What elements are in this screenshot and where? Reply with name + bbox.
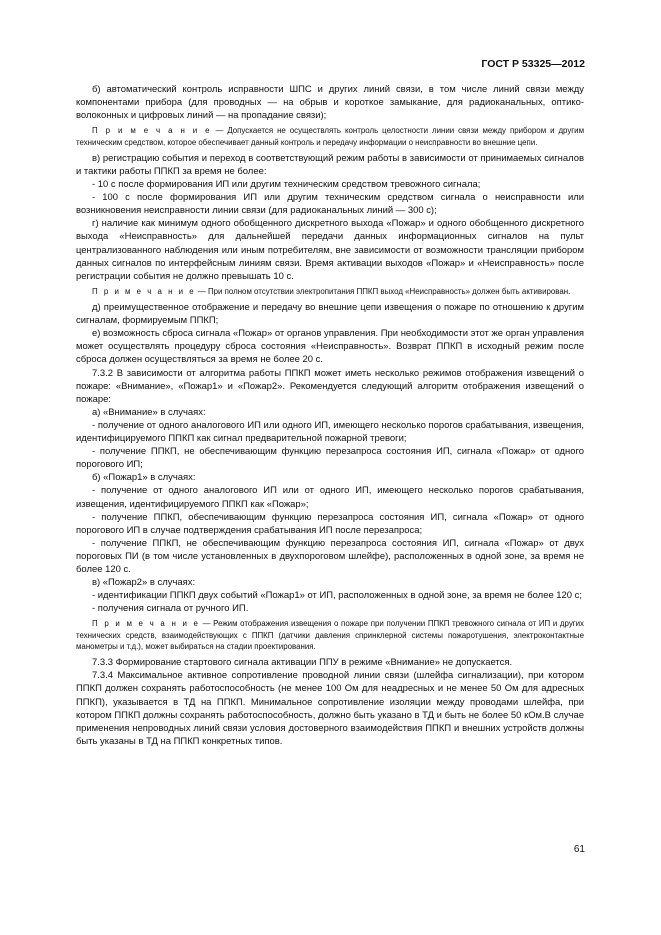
note-1	[76, 125, 584, 148]
paragraph-b-control: б) автоматический контроль исправности ШПС и других линий связи, в том числе линий связи между компонентами прибора (для проводных — на обрыв и короткое замыкание, для радиоканальных, оптико-волоконных и цифровых линий — на пропадание связи);	[76, 84, 584, 122]
page-body	[76, 83, 584, 748]
page-number: 61	[573, 844, 585, 855]
list-item: - получение от одного аналогового ИП или одного ИП, имеющего несколько порогов срабатывания, извещения, идентифицируемого ППКП как сигнал предварительной пожарной тревоги;	[76, 419, 584, 445]
section-7-3-2: 7.3.2 В зависимости от алгоритма работы ППКП может иметь несколько режимов отображения извещений о пожаре: «Внимание», «Пожар1» и «Пожар2». Рекомендуется следующий алгоритм отображения извещений о пожаре:	[76, 367, 584, 405]
section-7-3-3: 7.3.3 Формирование стартового сигнала активации ППУ в режиме «Внимание» не допускается.	[92, 657, 513, 669]
note-text: — Режим отображения извещения о пожаре при получении ППКП тревожного сигнала от ИП и других технических средств, взаимодействующих с ППКП (датчики давления спринклерной системы пожаротушения, электроконтактные манометры и т.д.), может выбираться на стадии проектирования.	[76, 619, 584, 651]
list-heading-fire1: б) «Пожар1» в случаях:	[92, 472, 196, 484]
note-text: — При полном отсутствии электропитания ППКП выход «Неисправность» должен быть активирован.	[195, 286, 571, 296]
list-item: - получения сигнала от ручного ИП.	[92, 603, 249, 615]
note-label: П р и м е ч а н и е	[92, 126, 212, 136]
paragraph-e-reset: е) возможность сброса сигнала «Пожар» от органов управления. При необходимости этот же орган управления может осуществлять процедуру сброса состояния «Неисправность». Возврат ППКП в исходный режим после сброса должен осуществляться за время не более 20 с.	[76, 328, 584, 366]
note-label: П р и м е ч а н и е	[92, 619, 200, 629]
note-text: — Допускается не осуществлять контроль целостности линии связи между прибором и другим техническим средством, которое обеспечивает данный контроль и передачу информации о неисправности во внешние цепи.	[76, 126, 584, 147]
list-item: - 100 с после формирования ИП или другим техническим средством сигнала о неисправности или возникновения неисправности линии связи (для радиоканальных линий — 300 с);	[76, 192, 584, 217]
list-item: - 10 с после формирования ИП или другим техническим средством тревожного сигнала;	[92, 179, 481, 191]
section-7-3-4: 7.3.4 Максимальное активное сопротивление проводной линии связи (шлейфа сигнализации), при котором ППКП должен сохранять работоспособность (не менее 100 Ом для неадресных и не менее 50 Ом для адресных ППКП), указывается в ТД на ППКП. Минимальное сопротивление изоляции между проводами шлейфа, при котором ППКП должны сохранять работоспособность, должно быть указано в ТД и быть не более 50 кОм.В случае применения непроводных линий связи условия достоверного взаимодействия ППКП и внешних устройств должны быть указаны в ТД на ППКП конкретных типов.	[76, 670, 584, 747]
paragraph-v-registration: в) регистрацию события и переход в соответствующий режим работы в зависимости от принимаемых сигналов и тактики работы ППКП за время не более:	[76, 152, 584, 177]
list-heading-fire2: в) «Пожар2» в случаях:	[92, 577, 196, 589]
standard-header: ГОСТ Р 53325—2012	[481, 58, 585, 70]
list-item: - получение ППКП, не обеспечивающим функцию перезапроса состояния ИП, сигнала «Пожар» от двух пороговых ПИ (в том числе установленных в двухпороговом шлейфе), расположенных в одной зоне, за время не более 120 с.	[76, 537, 584, 575]
list-item: - получение от одного аналогового ИП или от одного ИП, имеющего несколько порогов срабатывания, извещения, идентифицируемого ППКП как «Пожар»;	[76, 485, 584, 510]
list-item: - получение ППКП, обеспечивающим функцию перезапроса состояния ИП, сигнала «Пожар» от одного порогового ИП в случае подтверждения срабатывания ИП после перезапроса;	[76, 511, 584, 536]
note-label: П р и м е ч а н и е	[92, 286, 196, 296]
list-item: - идентификации ППКП двух событий «Пожар1» от ИП, расположенных в одной зоне, за время не более 120 с;	[92, 590, 583, 602]
paragraph-d-priority: д) преимущественное отображение и передачу во внешние цепи извещения о пожаре по отношению к другим сигналам, формируемым ППКП;	[76, 302, 584, 327]
list-heading-attention: а) «Внимание» в случаях:	[92, 406, 206, 418]
note-3	[76, 618, 584, 652]
paragraph-g-outputs: г) наличие как минимум одного обобщенного дискретного выхода «Пожар» и одного обобщенного дискретного выхода «Неисправность» для дальнейшей передачи данных информационных сигналов на пульт централизованного наблюдения или иным потребителям, вне зависимости от возможности трансляции прибором данных сигналов по интерфейсным линиям связи. Время активации выходов «Пожар» и «Неисправность» после регистрации события не должно превышать 10 с.	[76, 218, 584, 282]
note-2	[76, 286, 584, 297]
list-item: - получение ППКП, не обеспечивающим функцию перезапроса состояния ИП, сигнала «Пожар» от одного порогового ИП;	[76, 446, 584, 471]
